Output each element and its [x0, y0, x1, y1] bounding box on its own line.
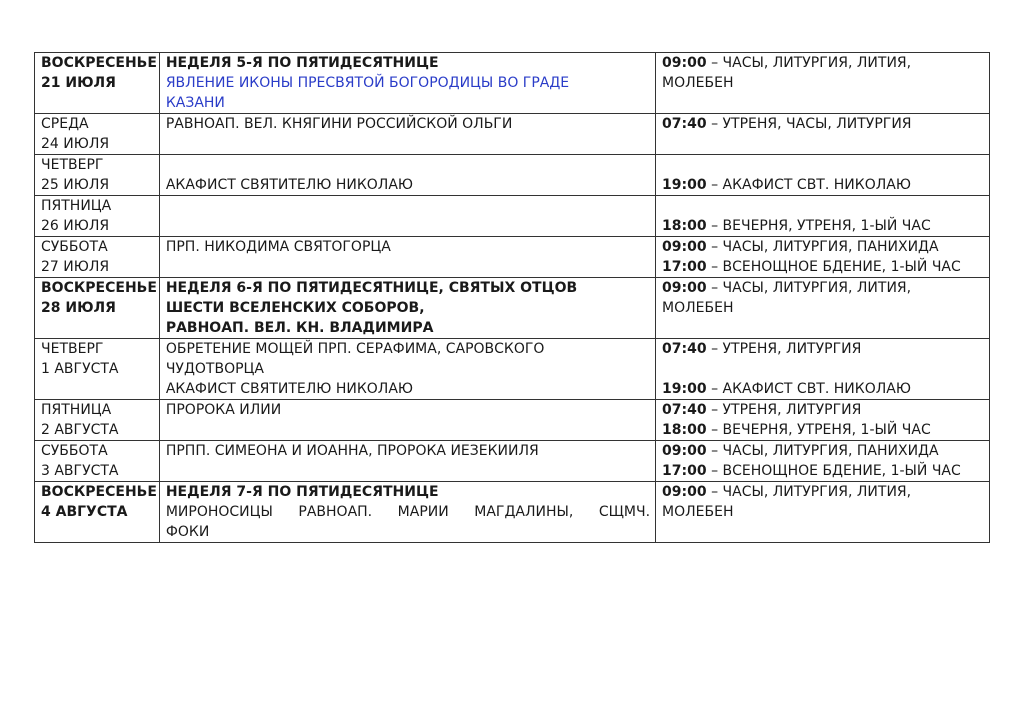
day-of-week: СРЕДА	[41, 116, 89, 132]
service-text: – ВЕЧЕРНЯ, УТРЕНЯ, 1-ЫЙ ЧАС	[706, 422, 931, 438]
service-time: 07:40	[662, 341, 707, 357]
service-time: 09:00	[662, 239, 707, 255]
service-text: – УТРЕНЯ, ЧАСЫ, ЛИТУРГИЯ	[706, 116, 912, 132]
feast-line: КАЗАНИ	[165, 95, 225, 111]
day-of-week: ПЯТНИЦА	[41, 198, 112, 214]
service-text: – ВСЕНОЩНОЕ БДЕНИЕ, 1-ЫЙ ЧАС	[706, 259, 961, 275]
service-time: 19:00	[662, 381, 707, 397]
service-time: 09:00	[662, 280, 707, 296]
date-cell	[35, 339, 160, 400]
day-of-week: ЧЕТВЕРГ	[41, 341, 104, 357]
service-text: – АКАФИСТ СВТ. НИКОЛАЮ	[706, 381, 911, 397]
schedule-table	[34, 52, 990, 543]
service-time: 17:00	[662, 259, 707, 275]
table-row	[35, 196, 990, 237]
service-text: – ЧАСЫ, ЛИТУРГИЯ, ЛИТИЯ,	[706, 55, 912, 71]
feast-cell	[159, 400, 655, 441]
service-text: – АКАФИСТ СВТ. НИКОЛАЮ	[706, 177, 911, 193]
service-cell	[656, 155, 990, 196]
table-row	[35, 482, 990, 543]
feast-cell	[159, 114, 655, 155]
service-cell	[656, 237, 990, 278]
feast-cell	[159, 441, 655, 482]
feast-line: ЧУДОТВОРЦА	[165, 361, 264, 377]
service-time: 07:40	[662, 402, 707, 418]
feast-title: НЕДЕЛЯ 7-Я ПО ПЯТИДЕСЯТНИЦЕ	[165, 484, 439, 500]
date-cell	[35, 53, 160, 114]
date-cell	[35, 196, 160, 237]
service-time: 09:00	[662, 55, 707, 71]
service-text: – ЧАСЫ, ЛИТУРГИЯ, ЛИТИЯ,	[706, 280, 912, 296]
feast-line: АКАФИСТ СВЯТИТЕЛЮ НИКОЛАЮ	[165, 381, 414, 397]
service-cell	[656, 196, 990, 237]
feast-line: ПРП. НИКОДИМА СВЯТОГОРЦА	[165, 239, 391, 255]
service-time: 18:00	[662, 422, 707, 438]
feast-line: РАВНОАП. ВЕЛ. КН. ВЛАДИМИРА	[165, 320, 434, 336]
service-time: 07:40	[662, 116, 707, 132]
table-row	[35, 400, 990, 441]
feast-cell	[159, 196, 655, 237]
date: 24 ИЮЛЯ	[41, 136, 110, 152]
date-cell	[35, 278, 160, 339]
date-cell	[35, 441, 160, 482]
service-time: 19:00	[662, 177, 707, 193]
feast-cell	[159, 339, 655, 400]
service-time: 09:00	[662, 443, 707, 459]
day-of-week: ВОСКРЕСЕНЬЕ	[41, 55, 157, 71]
service-cell	[656, 441, 990, 482]
date-cell	[35, 114, 160, 155]
day-of-week: СУББОТА	[41, 443, 108, 459]
feast-line: ФОКИ	[165, 524, 210, 540]
service-cell	[656, 53, 990, 114]
service-text: – УТРЕНЯ, ЛИТУРГИЯ	[706, 402, 862, 418]
table-row	[35, 278, 990, 339]
date: 25 ИЮЛЯ	[41, 177, 110, 193]
table-row	[35, 114, 990, 155]
service-time: 18:00	[662, 218, 707, 234]
service-cell	[656, 400, 990, 441]
table-row	[35, 237, 990, 278]
date: 21 ИЮЛЯ	[41, 75, 116, 91]
feast-line: НЕДЕЛЯ 6-Я ПО ПЯТИДЕСЯТНИЦЕ, СВЯТЫХ ОТЦОВ	[165, 280, 578, 296]
feast-cell	[159, 278, 655, 339]
table-row	[35, 339, 990, 400]
service-cell	[656, 339, 990, 400]
feast-line: АКАФИСТ СВЯТИТЕЛЮ НИКОЛАЮ	[165, 177, 414, 193]
service-text: – ВЕЧЕРНЯ, УТРЕНЯ, 1-ЫЙ ЧАС	[706, 218, 931, 234]
date-cell	[35, 482, 160, 543]
service-time: 17:00	[662, 463, 707, 479]
feast-line: ШЕСТИ ВСЕЛЕНСКИХ СОБОРОВ,	[165, 300, 425, 316]
feast-line: ПРОРОКА ИЛИИ	[165, 402, 282, 418]
feast-cell	[159, 482, 655, 543]
day-of-week: СУББОТА	[41, 239, 108, 255]
table-row	[35, 441, 990, 482]
feast-line: ОБРЕТЕНИЕ МОЩЕЙ ПРП. СЕРАФИМА, САРОВСКОГО	[165, 341, 545, 357]
date: 28 ИЮЛЯ	[41, 300, 116, 316]
date-cell	[35, 155, 160, 196]
service-text: – ВСЕНОЩНОЕ БДЕНИЕ, 1-ЫЙ ЧАС	[706, 463, 961, 479]
table-row	[35, 155, 990, 196]
service-text: МОЛЕБЕН	[662, 300, 734, 316]
service-text: – ЧАСЫ, ЛИТУРГИЯ, ПАНИХИДА	[706, 239, 939, 255]
feast-line: ПРПП. СИМЕОНА И ИОАННА, ПРОРОКА ИЕЗЕКИИЛЯ	[165, 443, 539, 459]
service-time: 09:00	[662, 484, 707, 500]
date: 1 АВГУСТА	[41, 361, 119, 377]
service-text: МОЛЕБЕН	[662, 504, 734, 520]
feast-cell	[159, 155, 655, 196]
service-text: – ЧАСЫ, ЛИТУРГИЯ, ПАНИХИДА	[706, 443, 939, 459]
feast-cell	[159, 237, 655, 278]
feast-line: РАВНОАП. ВЕЛ. КНЯГИНИ РОССИЙСКОЙ ОЛЬГИ	[165, 116, 513, 132]
date: 26 ИЮЛЯ	[41, 218, 110, 234]
feast-title: НЕДЕЛЯ 5-Я ПО ПЯТИДЕСЯТНИЦЕ	[165, 55, 439, 71]
table-row	[35, 53, 990, 114]
day-of-week: ЧЕТВЕРГ	[41, 157, 104, 173]
service-cell	[656, 482, 990, 543]
date: 27 ИЮЛЯ	[41, 259, 110, 275]
day-of-week: ВОСКРЕСЕНЬЕ	[41, 484, 157, 500]
day-of-week: ВОСКРЕСЕНЬЕ	[41, 280, 157, 296]
service-cell	[656, 278, 990, 339]
feast-line: ЯВЛЕНИЕ ИКОНЫ ПРЕСВЯТОЙ БОГОРОДИЦЫ ВО ГРАДЕ	[165, 75, 570, 91]
date: 2 АВГУСТА	[41, 422, 119, 438]
service-text: МОЛЕБЕН	[662, 75, 734, 91]
feast-cell	[159, 53, 655, 114]
date-cell	[35, 400, 160, 441]
day-of-week: ПЯТНИЦА	[41, 402, 112, 418]
date-cell	[35, 237, 160, 278]
date: 4 АВГУСТА	[41, 504, 128, 520]
feast-line: МИРОНОСИЦЫ РАВНОАП. МАРИИ МАГДАЛИНЫ, СЩМЧ.	[165, 504, 651, 520]
service-text: – ЧАСЫ, ЛИТУРГИЯ, ЛИТИЯ,	[706, 484, 912, 500]
service-cell	[656, 114, 990, 155]
date: 3 АВГУСТА	[41, 463, 119, 479]
service-text: – УТРЕНЯ, ЛИТУРГИЯ	[706, 341, 862, 357]
